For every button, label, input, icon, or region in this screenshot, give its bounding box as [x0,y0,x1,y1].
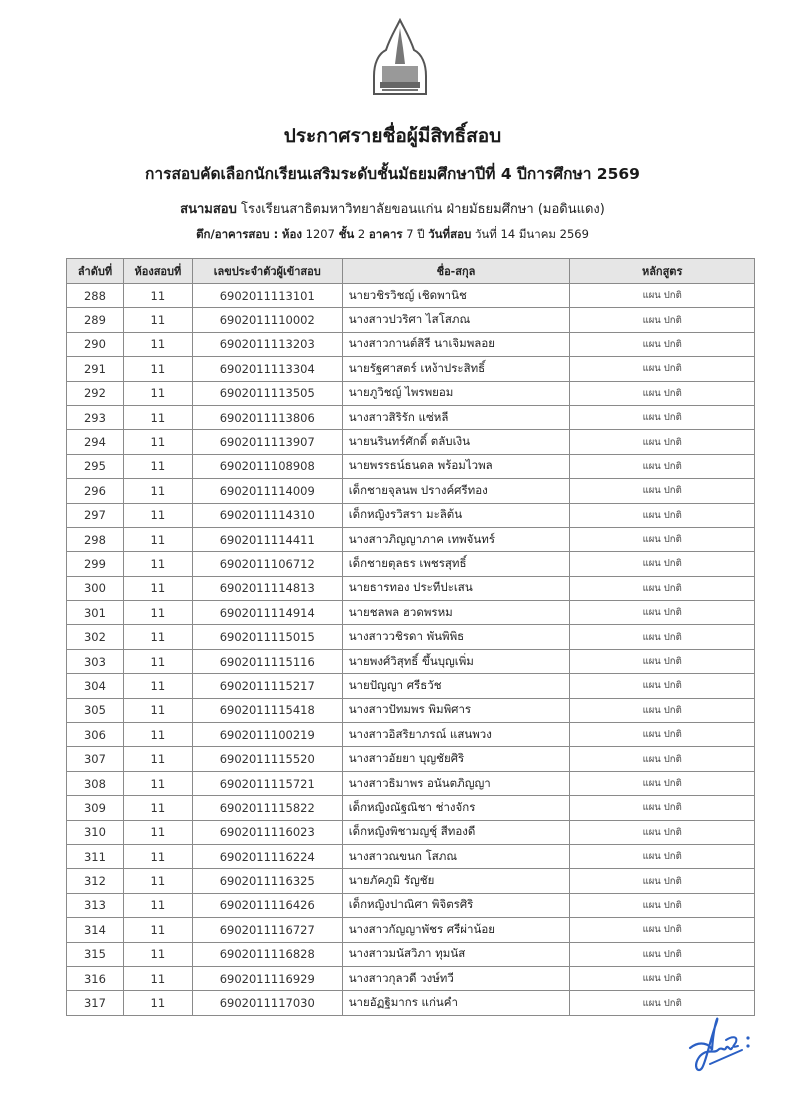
candidate-id: 6902011114009 [192,479,342,503]
row-number: 303 [67,649,124,673]
exam-room: 11 [123,625,192,649]
course-plan: แผน ปกติ [570,771,755,795]
floor-value: 2 [357,227,366,241]
row-number: 298 [67,527,124,551]
exam-room: 11 [123,649,192,673]
table-row [67,723,755,747]
candidate-id: 6902011113203 [192,332,342,356]
row-number: 313 [67,893,124,917]
candidate-id: 6902011115116 [192,649,342,673]
candidate-id: 6902011108908 [192,454,342,478]
venue-line [0,198,785,219]
row-number: 301 [67,601,124,625]
table-row [67,284,755,308]
candidate-name: นายธารทอง ประทีปะเสน [342,576,570,600]
row-number: 300 [67,576,124,600]
building-label: ตึก/อาคารสอบ : [196,227,279,241]
exam-room: 11 [123,820,192,844]
candidate-name: นางสาวกุลวดี วงษ์ทวี [342,966,570,990]
candidate-name: นางสาวปัทมพร พิมพิศาร [342,698,570,722]
candidate-id: 6902011116727 [192,918,342,942]
candidate-name: นางสาวภิญญาภาค เทพจันทร์ [342,527,570,551]
venue-label: สนามสอบ [180,202,237,217]
exam-room: 11 [123,357,192,381]
candidate-name: เด็กชายจุลนพ ปรางค์ศรีทอง [342,479,570,503]
candidate-name: นางสาวอิสริยาภรณ์ แสนพวง [342,723,570,747]
table-row [67,405,755,429]
candidate-name: นายวชิรวิชญ์ เชิดพานิช [342,284,570,308]
course-plan: แผน ปกติ [570,601,755,625]
row-number: 311 [67,844,124,868]
exam-room: 11 [123,527,192,551]
course-plan: แผน ปกติ [570,503,755,527]
course-plan: แผน ปกติ [570,820,755,844]
exam-room: 11 [123,454,192,478]
candidate-id: 6902011115721 [192,771,342,795]
candidate-name: นางสาวณขนก โสภณ [342,844,570,868]
candidate-id: 6902011115418 [192,698,342,722]
page-title: ประกาศรายชื่อผู้มีสิทธิ์สอบ [283,125,502,147]
row-number: 305 [67,698,124,722]
exam-room: 11 [123,503,192,527]
course-plan: แผน ปกติ [570,869,755,893]
candidate-name: นายรัฐศาสตร์ เหง้าประสิทธิ์ [342,357,570,381]
candidate-id: 6902011114310 [192,503,342,527]
table-row [67,649,755,673]
candidate-name: นายนรินทร์ศักดิ์ ตลับเงิน [342,430,570,454]
exam-room: 11 [123,918,192,942]
candidate-id: 6902011115520 [192,747,342,771]
table-row [67,820,755,844]
row-number: 293 [67,405,124,429]
exam-room: 11 [123,332,192,356]
course-plan: แผน ปกติ [570,430,755,454]
course-plan: แผน ปกติ [570,479,755,503]
exam-room: 11 [123,601,192,625]
course-plan: แผน ปกติ [570,405,755,429]
candidate-name: นายพงศ์วิสุทธิ์ ขึ้นบุญเพิ่ม [342,649,570,673]
exam-room: 11 [123,674,192,698]
candidate-name: เด็กหญิงรวิสรา มะลิต้น [342,503,570,527]
row-number: 306 [67,723,124,747]
candidate-name: เด็กชายตุลธร เพชรสุทธิ์ [342,552,570,576]
candidate-id: 6902011100219 [192,723,342,747]
row-number: 288 [67,284,124,308]
table-row [67,966,755,990]
table-row [67,844,755,868]
course-plan: แผน ปกติ [570,723,755,747]
exam-room: 11 [123,405,192,429]
table-row [67,893,755,917]
row-number: 294 [67,430,124,454]
candidate-name: นางสาวกัญญาพัชร ศรีผ่าน้อย [342,918,570,942]
course-plan: แผน ปกติ [570,918,755,942]
exam-room: 11 [123,698,192,722]
building-line [0,226,785,244]
candidate-id: 6902011115015 [192,625,342,649]
table-row [67,747,755,771]
date-value: วันที่ 14 มีนาคม 2569 [474,227,589,241]
candidate-id: 6902011116023 [192,820,342,844]
date-label: วันที่สอบ [428,227,472,241]
exam-room: 11 [123,942,192,966]
course-plan: แผน ปกติ [570,625,755,649]
candidate-id: 6902011114914 [192,601,342,625]
row-number: 308 [67,771,124,795]
row-number: 296 [67,479,124,503]
table-row [67,601,755,625]
table-row [67,869,755,893]
course-plan: แผน ปกติ [570,893,755,917]
candidate-id: 6902011106712 [192,552,342,576]
table-row [67,918,755,942]
course-plan: แผน ปกติ [570,552,755,576]
candidate-name: นางสาวธิมาพร อนันตภิญญา [342,771,570,795]
row-number: 307 [67,747,124,771]
row-number: 299 [67,552,124,576]
table-row [67,479,755,503]
course-plan: แผน ปกติ [570,332,755,356]
candidate-id: 6902011116224 [192,844,342,868]
candidate-name: นางสาวสิริรัก แซ่หลี [342,405,570,429]
table-row [67,771,755,795]
course-plan: แผน ปกติ [570,284,755,308]
room-label: ห้อง [281,227,302,241]
row-number: 295 [67,454,124,478]
exam-room: 11 [123,723,192,747]
course-plan: แผน ปกติ [570,966,755,990]
bldg-label: อาคาร [368,227,403,241]
table-row [67,503,755,527]
table-row [67,625,755,649]
table-row [67,552,755,576]
row-number: 314 [67,918,124,942]
table-row [67,698,755,722]
exam-room: 11 [123,430,192,454]
exam-room: 11 [123,552,192,576]
candidate-id: 6902011113304 [192,357,342,381]
exam-room: 11 [123,844,192,868]
exam-room: 11 [123,966,192,990]
row-number: 292 [67,381,124,405]
exam-room: 11 [123,771,192,795]
row-number: 315 [67,942,124,966]
row-number: 297 [67,503,124,527]
row-number: 317 [67,991,124,1015]
exam-room: 11 [123,991,192,1015]
course-plan: แผน ปกติ [570,576,755,600]
candidate-name: นายชลพล ฮวดพรหม [342,601,570,625]
table-row [67,430,755,454]
candidate-name: นายปัญญา ศรีธวัช [342,674,570,698]
table-row [67,796,755,820]
candidate-id: 6902011114813 [192,576,342,600]
table-header-row [67,259,755,284]
course-plan: แผน ปกติ [570,844,755,868]
page-subtitle: การสอบคัดเลือกนักเรียนเสริมระดับชั้นมัธยมศึกษาปีที่ 4 ปีการศึกษา 2569 [145,165,640,183]
col-header-no: ลำดับที่ [67,259,124,284]
floor-label: ชั้น [338,227,355,241]
candidate-name: นางสาวมนัสวิภา ทุมนัส [342,942,570,966]
col-header-name: ชื่อ-สกุล [342,259,570,284]
university-logo [368,18,432,100]
candidate-id: 6902011116929 [192,966,342,990]
exam-room: 11 [123,308,192,332]
table-row [67,454,755,478]
candidate-id: 6902011110002 [192,308,342,332]
exam-room: 11 [123,796,192,820]
room-value: 1207 [305,227,335,241]
candidate-id: 6902011113505 [192,381,342,405]
table-row [67,576,755,600]
table-row [67,332,755,356]
candidate-name: นายภัคภูมิ รัญชัย [342,869,570,893]
col-header-course: หลักสูตร [570,259,755,284]
table-row [67,308,755,332]
table-row [67,674,755,698]
course-plan: แผน ปกติ [570,527,755,551]
course-plan: แผน ปกติ [570,649,755,673]
candidate-id: 6902011113101 [192,284,342,308]
table-row [67,381,755,405]
col-header-room: ห้องสอบที่ [123,259,192,284]
course-plan: แผน ปกติ [570,747,755,771]
row-number: 309 [67,796,124,820]
exam-room: 11 [123,381,192,405]
candidate-name: นางสาวปวริศา ไสโสภณ [342,308,570,332]
candidate-table [66,258,755,1016]
candidate-name: เด็กหญิงณัฐณิชา ช่างจักร [342,796,570,820]
row-number: 291 [67,357,124,381]
table-row [67,357,755,381]
candidate-id: 6902011113806 [192,405,342,429]
row-number: 316 [67,966,124,990]
exam-room: 11 [123,576,192,600]
candidate-id: 6902011116325 [192,869,342,893]
candidate-id: 6902011114411 [192,527,342,551]
candidate-id: 6902011115217 [192,674,342,698]
row-number: 310 [67,820,124,844]
candidate-id: 6902011116828 [192,942,342,966]
candidate-name: นายภูวิชญ์ ไพรพยอม [342,381,570,405]
candidate-name: นางสาวอัยยา บุญชัยศิริ [342,747,570,771]
table-row [67,942,755,966]
exam-room: 11 [123,479,192,503]
course-plan: แผน ปกติ [570,698,755,722]
table-row [67,991,755,1015]
course-plan: แผน ปกติ [570,991,755,1015]
candidate-id: 6902011113907 [192,430,342,454]
candidate-id: 6902011117030 [192,991,342,1015]
course-plan: แผน ปกติ [570,381,755,405]
row-number: 289 [67,308,124,332]
bldg-value: 7 ปี [406,227,425,241]
course-plan: แผน ปกติ [570,674,755,698]
course-plan: แผน ปกติ [570,796,755,820]
exam-room: 11 [123,893,192,917]
signature [680,1010,760,1080]
venue-value: โรงเรียนสาธิตมหาวิทยาลัยขอนแก่น ฝ่ายมัธยมศึกษา (มอดินแดง) [240,202,605,217]
candidate-id: 6902011116426 [192,893,342,917]
row-number: 312 [67,869,124,893]
candidate-name: เด็กหญิงปาณิศา พิจิตรศิริ [342,893,570,917]
col-header-id: เลขประจำตัวผู้เข้าสอบ [192,259,342,284]
exam-room: 11 [123,869,192,893]
course-plan: แผน ปกติ [570,357,755,381]
row-number: 302 [67,625,124,649]
course-plan: แผน ปกติ [570,308,755,332]
table-row [67,527,755,551]
candidate-name: นายพรรธน์ธนดล พร้อมไวพล [342,454,570,478]
candidate-id: 6902011115822 [192,796,342,820]
course-plan: แผน ปกติ [570,454,755,478]
row-number: 290 [67,332,124,356]
candidate-name: นางสาววชิรดา พันพิพิธ [342,625,570,649]
candidate-name: นายอัฏฐิมากร แก่นคำ [342,991,570,1015]
row-number: 304 [67,674,124,698]
candidate-name: เด็กหญิงพิชามญชุ์ สีทองดี [342,820,570,844]
exam-room: 11 [123,284,192,308]
course-plan: แผน ปกติ [570,942,755,966]
exam-room: 11 [123,747,192,771]
candidate-name: นางสาวกานต์สิรี นาเจิมพลอย [342,332,570,356]
